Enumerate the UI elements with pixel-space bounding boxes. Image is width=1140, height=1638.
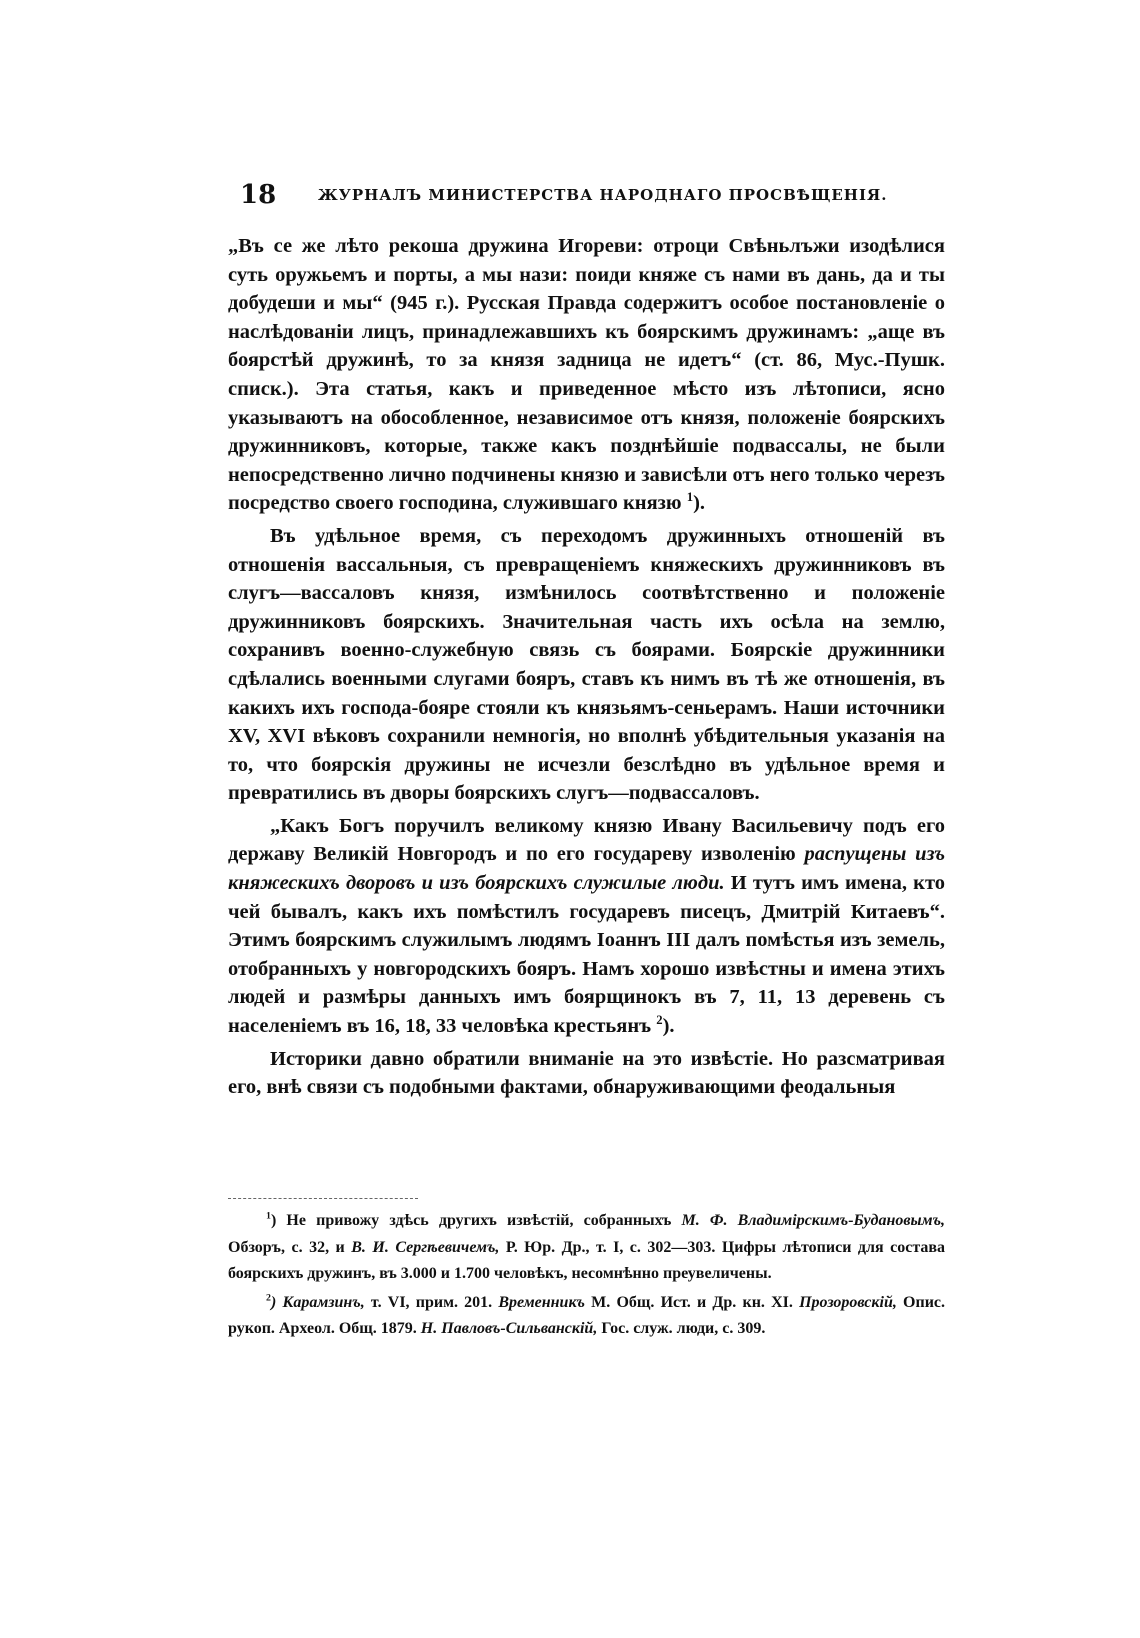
footnote-1 xyxy=(228,1208,945,1288)
main-text xyxy=(228,232,945,1106)
paragraph-3 xyxy=(228,812,945,1041)
footnote-1-author-1: М. Ф. Владимірскимъ-Будановымъ, xyxy=(681,1212,946,1229)
footnote-1-author-2: В. И. Сергѣевичемъ, xyxy=(351,1238,500,1256)
paragraph-2: Въ удѣльное время, съ переходомъ дружинныхъ отношеній въ отношенія вассальныя, съ превращеніемъ княжескихъ дружинниковъ въ слугъ—вассаловъ князя, измѣнилось соотвѣтственно и положеніе дружинниковъ боярскихъ. Значительная часть ихъ осѣла на землю, сохранивъ военно-служебную связь съ боярами. Боярскіе дружинники сдѣлались военными слугами бояръ, ставъ къ нимъ въ тѣ же отношенія, въ какихъ ихъ господа-бояре стояли къ князьямъ-сеньерамъ. Наши источники XV, XVI вѣковъ сохранили немногія, но вполнѣ убѣдительныя указанія на то, что боярскія дружины не исчезли безслѣдно въ удѣльное время и превратились въ дворы боярскихъ слугъ—подвассаловъ. xyxy=(228,524,945,805)
footnote-2-author-1: ) Карамзинъ, xyxy=(270,1293,365,1311)
footnote-2-mark: 2 xyxy=(266,1292,271,1304)
footnote-2-author-2: Прозоровскій, xyxy=(799,1293,897,1311)
paragraph-3-end: ). xyxy=(662,1015,675,1038)
page-number: 18 xyxy=(240,180,277,210)
paragraph-4: Историки давно обратили вниманіе на это извѣстіе. Но разсматривая его, внѣ связи съ подобными фактами, обнаруживающими феодальныя xyxy=(228,1047,945,1099)
paragraph-3-text-b: И тутъ имъ имена, кто чей бывалъ, какъ ихъ помѣстилъ государевъ писецъ, Дмитрій Китаевъ“. Этимъ боярскимъ служилымъ людямъ Іоаннъ III далъ помѣстья изъ земель, отобранныхъ у новгородскихъ бояръ. Намъ хорошо извѣстны и имена этихъ людей и размѣры данныхъ имъ боярщинокъ въ 7, 11, 13 деревень съ населеніемъ въ 16, 18, 33 человѣка крестьянъ xyxy=(228,872,946,1038)
paragraph-1-text: „Въ се же лѣто рекоша дружина Игореви: отроци Свѣньлъжи изодѣлися суть оружьемъ и порты, а мы нази: поиди княже съ нами въ дань, да и ты добудеши и мы“ (945 г.). Русская Правда содержитъ особое постановленіе о наслѣдованіи лицъ, принадлежавшихъ къ боярскимъ дружинамъ: „аще въ боярстѣй дружинѣ, то за князя задница не идетъ“ (ст. 86, Мус.-Пушк. списк.). Эта статья, какъ и приведенное мѣсто изъ лѣтописи, ясно указываютъ на обособленное, независимое отъ князя, положеніе боярскихъ дружинниковъ, которые, также какъ позднѣйшіе подвассалы, не были непосредственно лично подчинены князю и зависѣли отъ него только черезъ посредство своего господина, служившаго князю xyxy=(228,235,945,515)
footnote-2-author-3: Н. Павловъ-Сильванскій, xyxy=(420,1320,598,1337)
footnote-2-text-a: т. VI, прим. 201. xyxy=(370,1293,493,1311)
footnote-ref-2[interactable]: 2 xyxy=(656,1013,663,1028)
footnote-divider xyxy=(228,1198,418,1199)
paragraph-3-italic: распущены изъ княжескихъ дворовъ и изъ боярскихъ служилые люди. xyxy=(228,843,946,895)
journal-title: ЖУРНАЛЪ МИНИСТЕРСТВА НАРОДНАГО ПРОСВѢЩЕНІЯ. xyxy=(318,186,888,204)
footnote-2-text-d: Гос. служ. люди, с. 309. xyxy=(601,1320,766,1337)
footnote-2-text-b: М. Общ. Ист. и Др. кн. XI. xyxy=(591,1293,793,1311)
paragraph-1-end: ). xyxy=(693,492,706,515)
footnotes xyxy=(228,1208,945,1345)
footnote-2 xyxy=(228,1290,945,1343)
footnote-1-mark: 1 xyxy=(266,1210,271,1222)
footnote-2-italic-title: Временникъ xyxy=(498,1293,585,1311)
running-header xyxy=(240,180,945,210)
footnote-1-text-c: Р. Юр. Др., т. I, с. 302—303. Цифры лѣтописи для состава боярскихъ дружинъ, въ 3.000 и 1.700 человѣкъ, несомнѣнно преувеличены. xyxy=(228,1238,946,1282)
paragraph-1 xyxy=(228,232,945,518)
footnote-1-text-a: ) Не привожу здѣсь другихъ извѣстій, собранныхъ xyxy=(270,1212,672,1229)
footnote-2-text-c: Опис. рукоп. Археол. Общ. 1879. xyxy=(228,1293,946,1337)
paragraph-3-text-a: „Какъ Богъ поручилъ великому князю Ивану Васильевичу подъ его державу Великій Новгородъ и по его государеву изволенію xyxy=(228,814,945,866)
footnote-ref-1[interactable]: 1 xyxy=(686,490,694,505)
footnote-1-text-b: Обзоръ, с. 32, и xyxy=(228,1238,345,1256)
